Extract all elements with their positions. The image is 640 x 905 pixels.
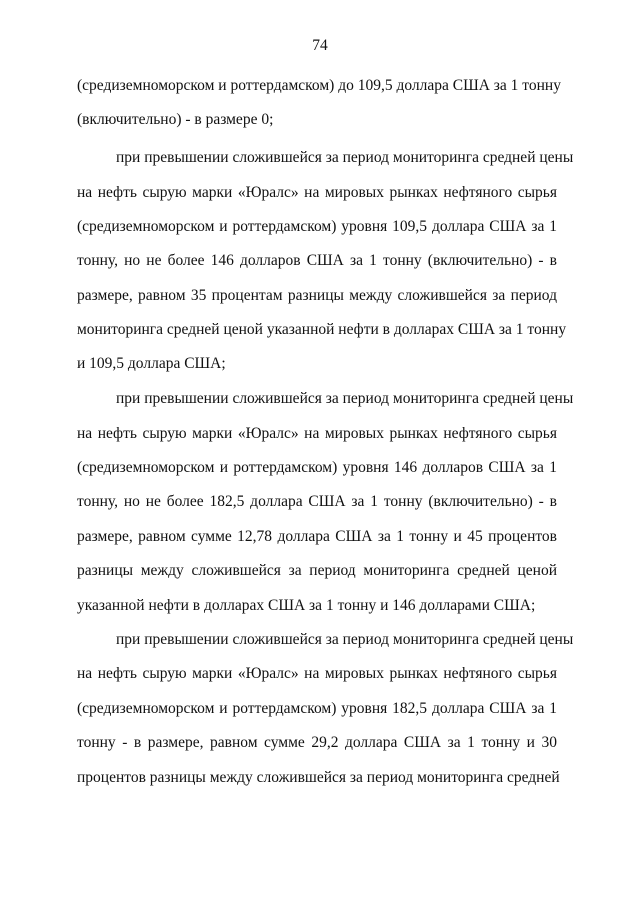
text-line: на нефть сырую марки «Юралс» на мировых рынках нефтяного сырья [77, 425, 557, 442]
text-line: разницы между сложившейся за период мониторинга средней ценой [77, 562, 557, 579]
text-line: размере, равном 35 процентам разницы между сложившейся за период [77, 287, 557, 304]
text-line: (средиземноморском и роттердамском) до 109,5 доллара США за 1 тонну [77, 77, 561, 94]
text-line: тонну - в размере, равном сумме 29,2 доллара США за 1 тонну и 30 [77, 734, 557, 751]
paragraph-first-line: при превышении сложившейся за период мониторинга средней цены [116, 631, 574, 648]
text-line: (включительно) - в размере 0; [77, 111, 274, 128]
text-line: тонну, но не более 146 долларов США за 1 тонну (включительно) - в [77, 252, 557, 269]
text-line: тонну, но не более 182,5 доллара США за 1 тонну (включительно) - в [77, 493, 557, 510]
text-line: (средиземноморском и роттердамском) уровня 109,5 доллара США за 1 [77, 218, 557, 235]
paragraph-first-line: при превышении сложившейся за период мониторинга средней цены [116, 149, 574, 166]
paragraph-first-line: при превышении сложившейся за период мониторинга средней цены [116, 390, 574, 407]
text-line: мониторинга средней ценой указанной нефти в долларах США за 1 тонну [77, 321, 567, 338]
text-line: размере, равном сумме 12,78 доллара США за 1 тонну и 45 процентов [77, 528, 557, 545]
text-line: (средиземноморском и роттердамском) уровня 182,5 доллара США за 1 [77, 700, 557, 717]
text-line: указанной нефти в долларах США за 1 тонну и 146 долларами США; [77, 597, 536, 614]
text-line: (средиземноморском и роттердамском) уровня 146 долларов США за 1 [77, 459, 557, 476]
text-line: и 109,5 доллара США; [77, 355, 226, 372]
text-line: на нефть сырую марки «Юралс» на мировых рынках нефтяного сырья [77, 665, 557, 682]
text-line: процентов разницы между сложившейся за период мониторинга средней [77, 769, 560, 786]
text-line: на нефть сырую марки «Юралс» на мировых рынках нефтяного сырья [77, 184, 557, 201]
page-number: 74 [312, 37, 328, 54]
